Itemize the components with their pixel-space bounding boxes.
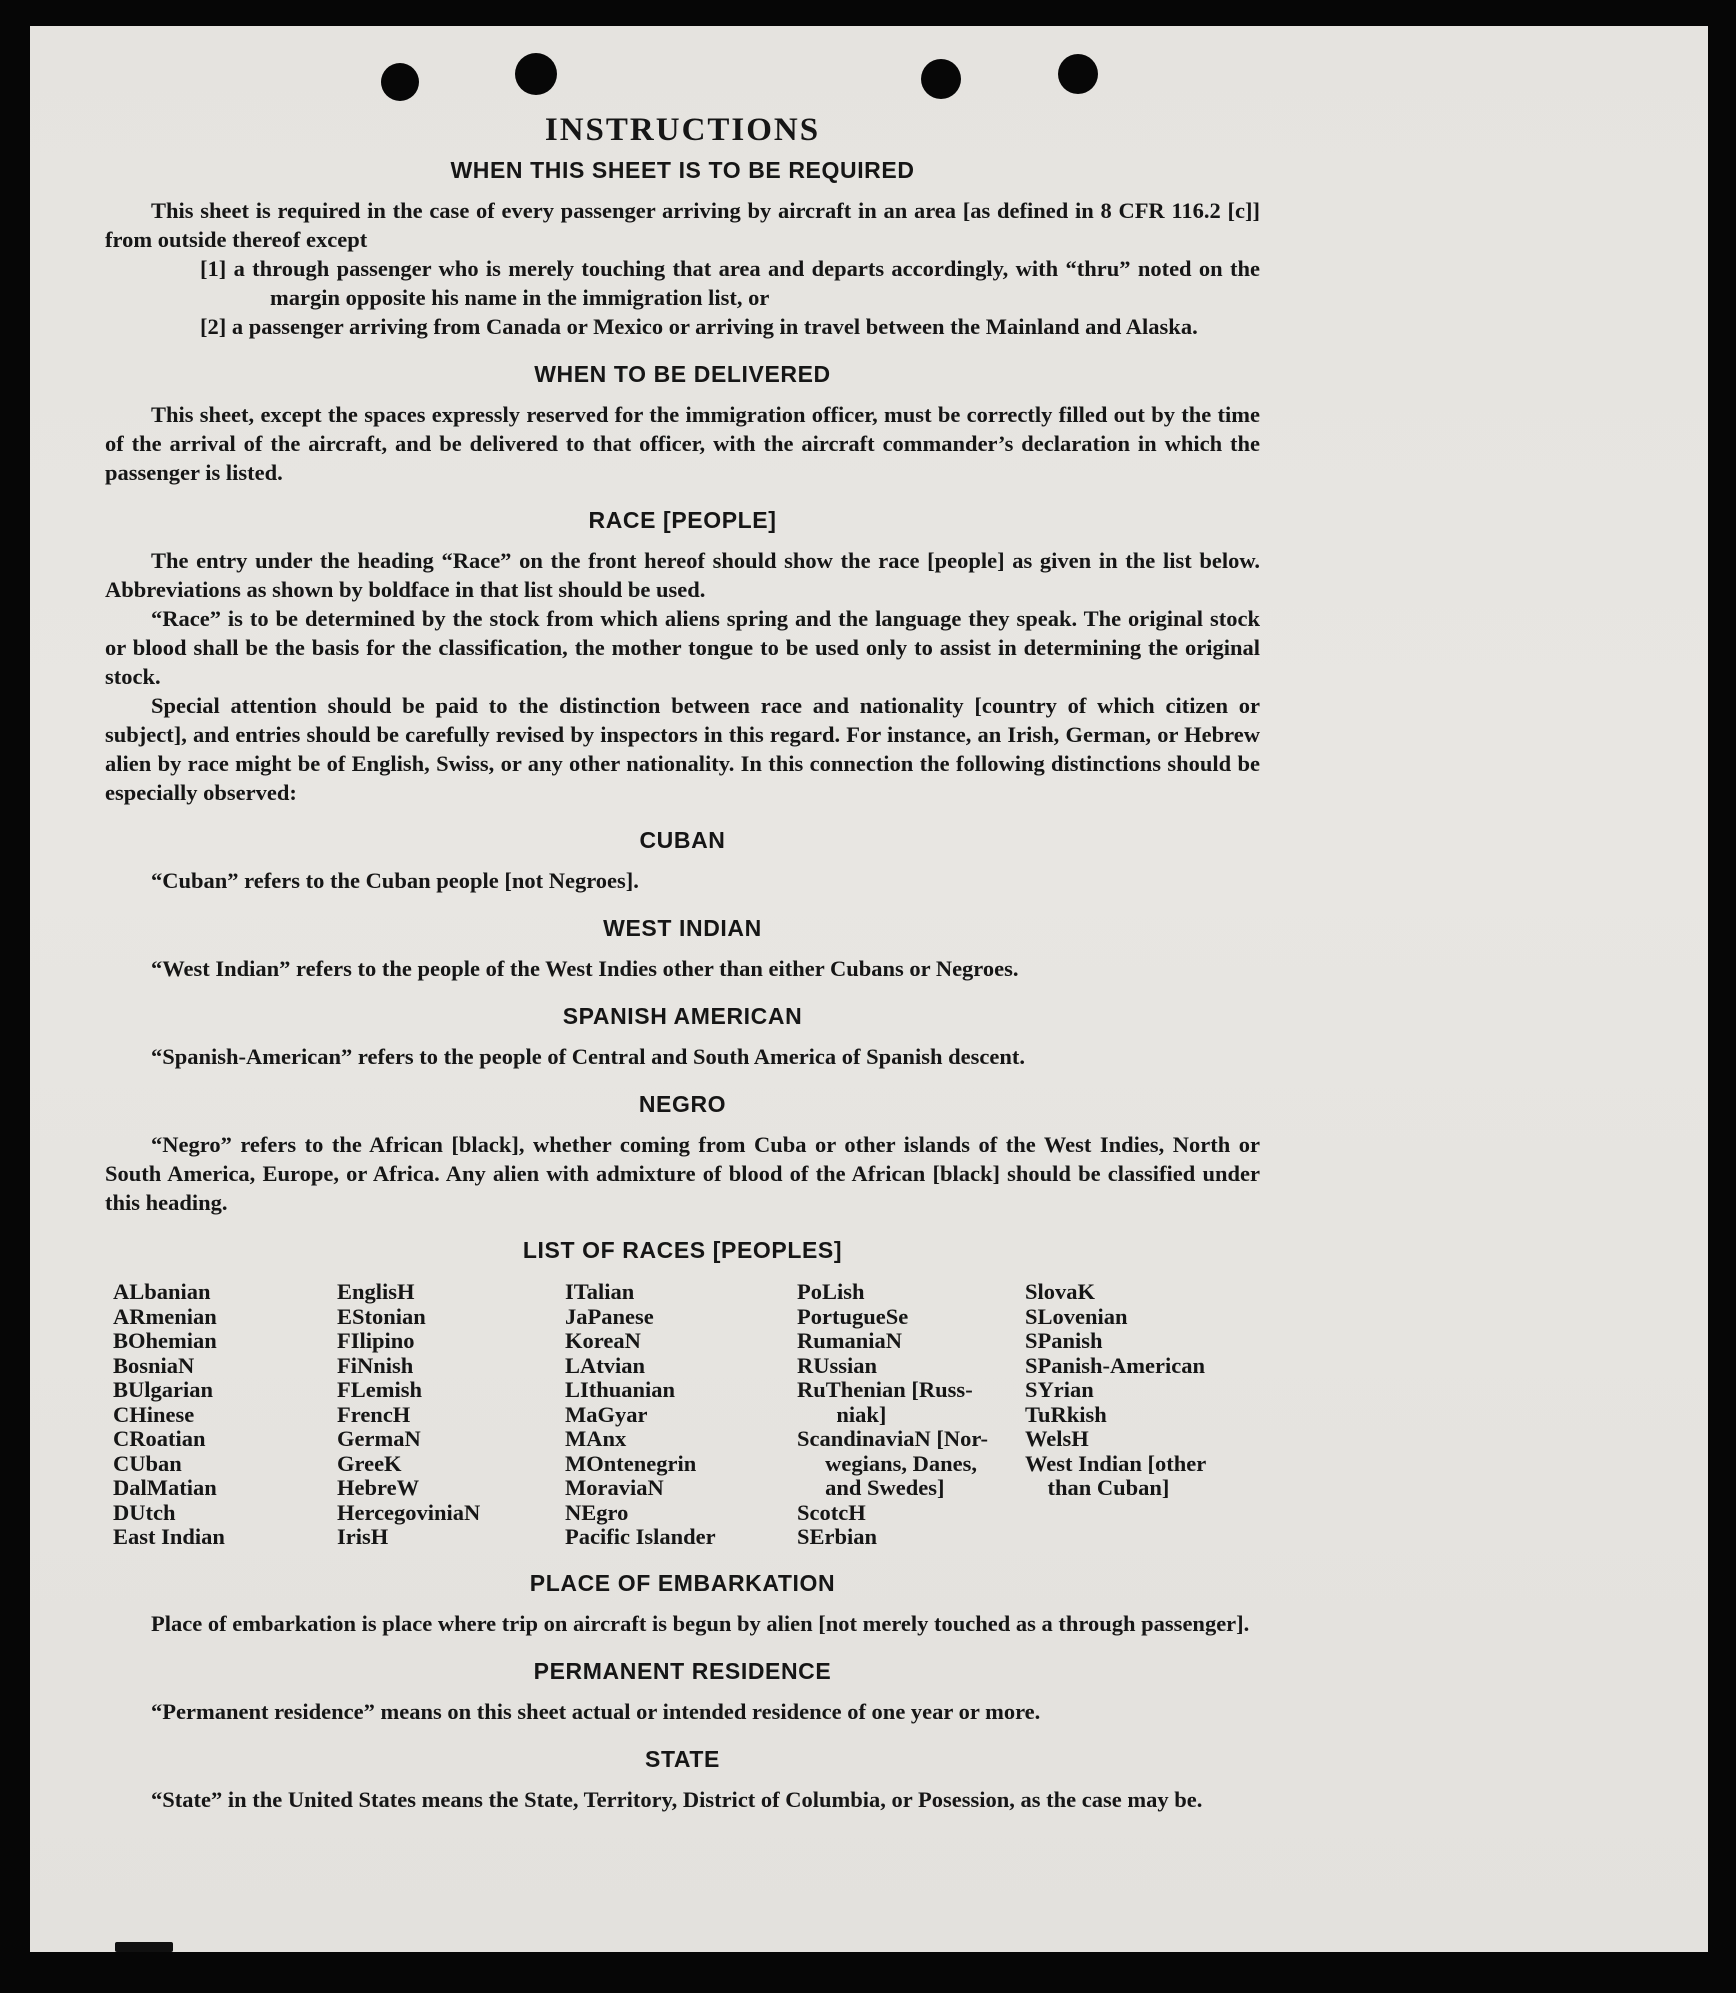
race-list-item: niak] [797,1401,887,1427]
race-list-item: GermaN [337,1426,421,1451]
heading-cuban: CUBAN [639,827,726,853]
race-list-item: SPanish-American [1025,1352,1205,1378]
race-list-item: GreeK [337,1450,402,1476]
exception-item-2-text: a passenger arriving from Canada or Mexico or arriving in travel between the Mainland and Alaska. [226,314,1198,339]
race-list-item: SErbian [797,1524,878,1549]
races-column-3 [565,1280,797,1550]
race-list-item: PoLish [797,1279,865,1304]
race-list-item: SlovaK [1025,1279,1096,1304]
race-list-item: ARmenian [113,1303,217,1329]
race-list-item: DUtch [113,1499,176,1525]
races-list [105,1280,1260,1550]
race-list-item: WelsH [1025,1426,1089,1451]
race-list-item: LIthuanian [565,1377,676,1402]
race-list-item: RuThenian [Russ- [797,1377,973,1402]
paragraph-spanish-american: “Spanish-American” refers to the people of Central and South America of Spanish descent. [151,1044,1025,1069]
race-list-item: HercegoviniaN [337,1499,481,1525]
race-list-item: TuRkish [1025,1401,1107,1427]
race-list-item: SPanish [1025,1328,1103,1353]
race-list-item: Pacific Islander [565,1524,716,1549]
race-list-item: PortugueSe [797,1303,909,1329]
race-list-item: MaGyar [565,1401,648,1427]
paragraph-when-delivered: This sheet, except the spaces expressly reserved for the immigration officer, must be correctly filled out by the time of the arrival of the aircraft, and be delivered to that officer, with the aircraft commander’s declaration in which the passenger is listed. [105,402,1260,485]
heading-when-delivered: WHEN TO BE DELIVERED [534,361,831,387]
race-list-item: CUban [113,1450,182,1476]
race-list-item: wegians, Danes, [797,1450,978,1476]
paragraph-permanent-residence: “Permanent residence” means on this sheet actual or intended residence of one year or more. [151,1698,1041,1724]
race-list-item: and Swedes] [797,1475,945,1500]
exception-item-1-label: [1] [200,256,227,281]
race-list-item: FIlipino [337,1328,415,1353]
race-list-item: CHinese [113,1401,195,1427]
when-required-emphasis: except [306,227,368,252]
paragraph-west-indian: “West Indian” refers to the people of the West Indies other than either Cubans or Negroes. [151,956,1019,981]
races-column-5 [1025,1280,1260,1550]
race-list-item: than Cuban] [1025,1475,1170,1500]
race-list-item: ALbanian [113,1279,211,1304]
heading-embarkation: PLACE OF EMBARKATION [529,1569,836,1596]
heading-race: RACE [PEOPLE] [588,507,777,533]
exception-item-1-text: a through passenger who is merely touching that area and departs accordingly, with “thru” noted on the margin opposite his name in the immigration list, or [226,256,1260,310]
race-list-item: BOhemian [113,1328,217,1353]
race-list-item: East Indian [113,1524,225,1549]
page-title: INSTRUCTIONS [544,112,821,148]
races-column-4 [797,1280,1025,1550]
race-list-item: MOntenegrin [565,1450,697,1476]
race-list-item: ScandinaviaN [Nor- [797,1426,989,1451]
heading-list-of-races: LIST OF RACES [PEOPLES] [522,1237,843,1263]
race-list-item: FrencH [337,1401,411,1427]
races-column-2 [337,1280,565,1550]
heading-spanish-american: SPANISH AMERICAN [562,1003,803,1029]
paragraph-race-3: Special attention should be paid to the distinction between race and nationality [country of which citizen or subject], and entries should be carefully revised by inspectors in this regard. For instance, an Irish, German, or Hebrew alien by race might be of English, Swiss, or any other nationality. In this connection the following distinctions should be especially observed: [105,693,1260,805]
race-list-item: ScotcH [797,1499,866,1525]
punch-hole [1058,54,1098,94]
race-list-item: LAtvian [565,1352,646,1378]
race-list-item: MAnx [565,1426,627,1451]
race-list-item: EStonian [337,1303,426,1329]
race-list-item: RUssian [797,1352,878,1378]
exception-item-2 [105,312,1260,341]
paragraph-when-required [105,196,1260,254]
race-list-item: HebreW [337,1475,420,1500]
race-list-item: BUlgarian [113,1377,214,1402]
paragraph-cuban: “Cuban” refers to the Cuban people [not Negroes]. [151,868,639,893]
heading-negro: NEGRO [638,1091,727,1117]
paragraph-state: “State” in the United States means the State, Territory, District of Columbia, or Posession, as the case may be. [151,1786,1203,1812]
race-list-item: DalMatian [113,1475,217,1500]
race-list-item: IrisH [337,1524,389,1549]
paragraph-embarkation: Place of embarkation is place where trip on aircraft is begun by alien [not merely touched as a through passenger]. [151,1610,1250,1636]
document-content [105,112,1260,1814]
heading-when-required: WHEN THIS SHEET IS TO BE REQUIRED [450,157,915,183]
paper-sheet [30,26,1708,1952]
race-list-item: EnglisH [337,1279,415,1304]
race-list-item: CRoatian [113,1426,206,1451]
heading-permanent-residence: PERMANENT RESIDENCE [533,1657,832,1684]
paragraph-race-2: “Race” is to be determined by the stock from which aliens spring and the language they speak. The original stock or blood shall be the basis for the classification, the mother tongue to be used only to assist in determining the original stock. [105,606,1260,689]
punch-hole [921,59,961,99]
race-list-item: RumaniaN [797,1328,903,1353]
races-column-1 [113,1280,337,1550]
exception-item-2-label: [2] [200,314,227,339]
scan-artifact-mark [115,1942,173,1952]
race-list-item: FLemish [337,1377,423,1402]
paragraph-negro: “Negro” refers to the African [black], whether coming from Cuba or other islands of the West Indies, North or South America, Europe, or Africa. Any alien with admixture of blood of the African [black] should be classified under this heading. [105,1132,1260,1215]
heading-west-indian: WEST INDIAN [603,915,762,941]
heading-state: STATE [645,1745,720,1772]
race-list-item: BosniaN [113,1352,195,1378]
race-list-item: SYrian [1025,1377,1094,1402]
punch-hole [515,53,557,95]
race-list-item: FiNnish [337,1352,414,1378]
punch-hole [381,63,419,101]
exception-item-1 [105,254,1260,312]
when-required-intro: This sheet is required in the case of every passenger arriving by aircraft in an area [as defined in 8 CFR 116.2 [c]] from outside thereof [105,198,1260,252]
race-list-item: West Indian [other [1025,1450,1207,1476]
paragraph-race-1: The entry under the heading “Race” on the front hereof should show the race [people] as given in the list below. Abbreviations as shown by boldface in that list should be used. [105,548,1260,602]
race-list-item: ITalian [565,1279,635,1304]
race-list-item: MoraviaN [565,1475,664,1500]
race-list-item: JaPanese [565,1303,654,1329]
race-list-item: NEgro [565,1499,629,1525]
race-list-item: KoreaN [565,1328,641,1353]
race-list-item: SLovenian [1025,1303,1128,1329]
